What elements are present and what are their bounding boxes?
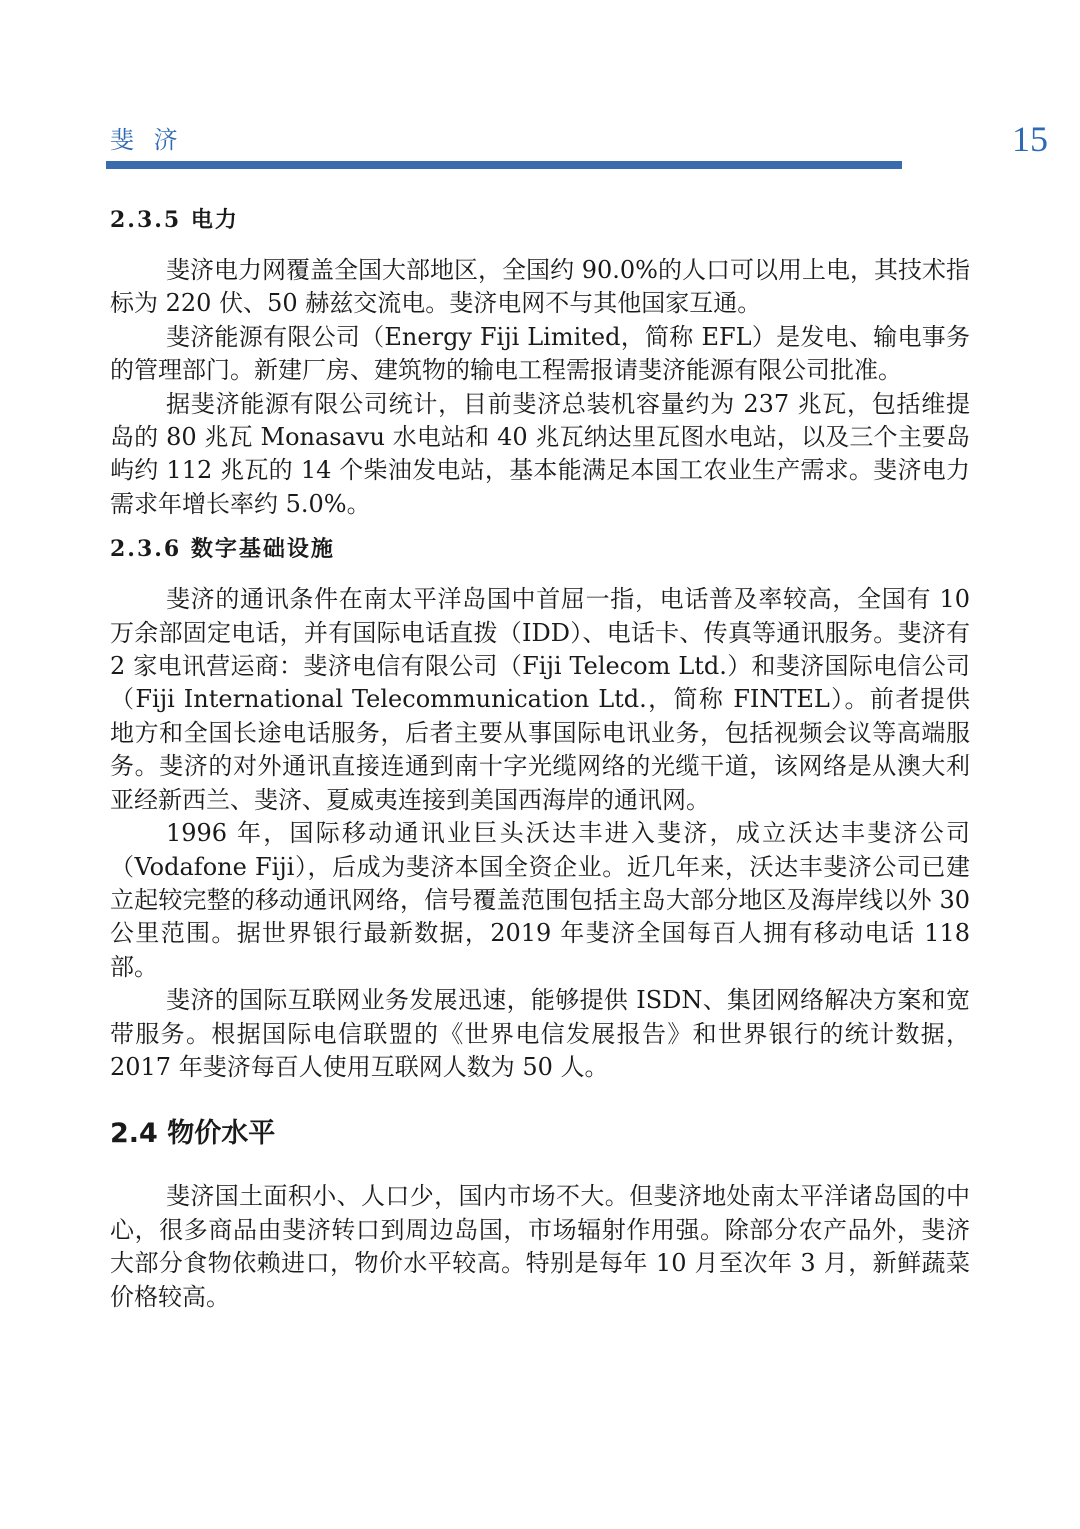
heading-power: 2.3.5 电力	[110, 207, 239, 233]
running-header-title: 斐 济	[110, 126, 184, 154]
paragraph: 斐济能源有限公司（Energy Fiji Limited，简称 EFL）是发电、输电事务的管理部门。新建厂房、建筑物的输电工程需报请斐济能源有限公司批准。	[110, 322, 970, 385]
heading-price-level: 2.4 物价水平	[110, 1118, 276, 1150]
paragraph: 据斐济能源有限公司统计，目前斐济总装机容量约为 237 兆瓦，包括维提岛的 80 兆瓦 Monasavu 水电站和 40 兆瓦纳达里瓦图水电站，以及三个主要岛屿约 112 兆瓦的 14 个柴油发电站，基本能满足本国工农业生产需求。斐济电力需求年增长率约 5.0%。	[110, 389, 970, 518]
paragraph: 斐济电力网覆盖全国大部地区，全国约 90.0%的人口可以用上电，其技术指标为 220 伏、50 赫兹交流电。斐济电网不与其他国家互通。	[110, 256, 970, 318]
page-body	[110, 200, 970, 1314]
paragraph: 斐济国土面积小、人口少，国内市场不大。但斐济地处南太平洋诸岛国的中心，很多商品由斐济转口到周边岛国，市场辐射作用强。除部分农产品外，斐济大部分食物依赖进口，物价水平较高。特别是每年 10 月至次年 3 月，新鲜蔬菜价格较高。	[110, 1182, 970, 1311]
header-divider	[106, 161, 902, 169]
heading-digital-infrastructure: 2.3.6 数字基础设施	[110, 536, 335, 563]
paragraph: 斐济的国际互联网业务发展迅速，能够提供 ISDN、集团网络解决方案和宽带服务。根据国际电信联盟的《世界电信发展报告》和世界银行的统计数据，2017 年斐济每百人使用互联网人数为 50 人。	[110, 986, 970, 1081]
paragraph: 斐济的通讯条件在南太平洋岛国中首屈一指，电话普及率较高，全国有 10 万余部固定电话，并有国际电话直拨（IDD）、电话卡、传真等通讯服务。斐济有 2 家电讯营运商：斐济电信有限公司（Fiji Telecom Ltd.）和斐济国际电信公司（Fiji International Telecommunication Ltd.，简称 FINTEL）。前者提供地方和全国长途电话服务，后者主要从事国际电讯业务，包括视频会议等高端服务。斐济的对外通讯直接连通到南十字光缆网络的光缆干道，该网络是从澳大利亚经新西兰、斐济、夏威夷连接到美国西海岸的通讯网。	[110, 585, 970, 814]
paragraph: 1996 年，国际移动通讯业巨头沃达丰进入斐济，成立沃达丰斐济公司（Vodafone Fiji），后成为斐济本国全资企业。近几年来，沃达丰斐济公司已建立起较完整的移动通讯网络，信号覆盖范围包括主岛大部分地区及海岸线以外 30 公里范围。据世界银行最新数据，2019 年斐济全国每百人拥有移动电话 118 部。	[110, 819, 970, 981]
page-number: 15	[1012, 119, 1048, 159]
